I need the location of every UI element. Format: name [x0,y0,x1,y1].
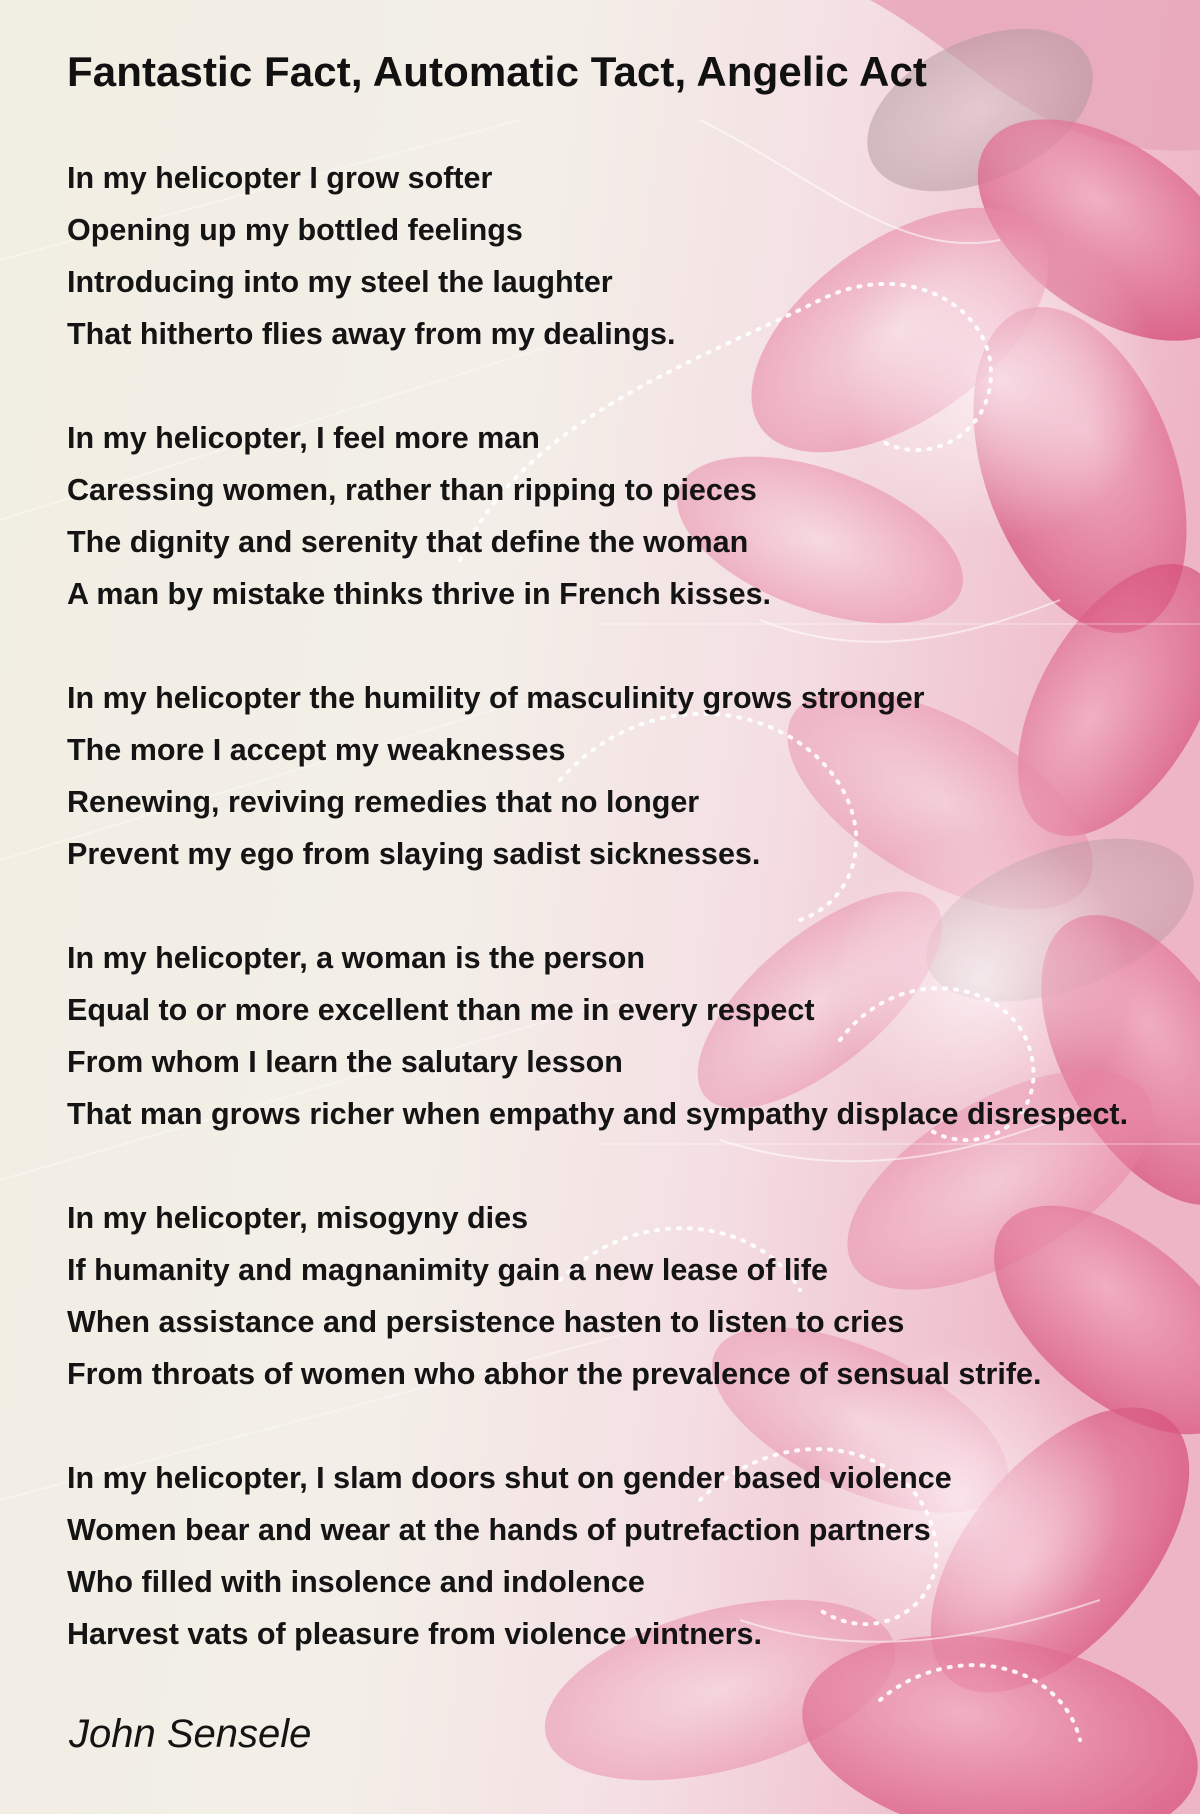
poem-line: Introducing into my steel the laughter [67,265,613,299]
poem-line: From whom I learn the salutary lesson [67,1045,623,1079]
stanza-5 [67,1192,1192,1400]
poem-line: Renewing, reviving remedies that no longer [67,785,700,819]
poem-line: In my helicopter I grow softer [67,161,493,195]
stanza-3 [67,672,1192,880]
stanza-1 [67,152,1192,360]
poem-line: Women bear and wear at the hands of putrefaction partners [67,1513,931,1547]
poem-body [67,152,1192,1712]
poem-line: Equal to or more excellent than me in every respect [67,993,815,1027]
poem-line: Opening up my bottled feelings [67,213,523,247]
poem-title: Fantastic Fact, Automatic Tact, Angelic Act [67,48,928,95]
poem-line: The more I accept my weaknesses [67,733,566,767]
poem-line: In my helicopter, I feel more man [67,421,540,455]
poem-line: Who filled with insolence and indolence [67,1565,645,1599]
poem-line: If humanity and magnanimity gain a new lease of life [67,1253,828,1287]
poem-line: In my helicopter, misogyny dies [67,1201,529,1235]
stanza-2 [67,412,1192,620]
poem-line: Caressing women, rather than ripping to pieces [67,473,757,507]
stanza-6 [67,1452,1192,1660]
author-name: John Sensele [69,1712,312,1756]
poem-line: In my helicopter, a woman is the person [67,941,645,975]
poem-line: In my helicopter the humility of masculinity grows stronger [67,681,925,715]
poem-line: Prevent my ego from slaying sadist sicknesses. [67,837,761,871]
poem-line: A man by mistake thinks thrive in French kisses. [67,577,772,611]
poem-line: The dignity and serenity that define the woman [67,525,749,559]
stanza-4 [67,932,1192,1140]
poem-line: Harvest vats of pleasure from violence vintners. [67,1617,762,1651]
poem-line: When assistance and persistence hasten to listen to cries [67,1305,905,1339]
poem-line: From throats of women who abhor the prevalence of sensual strife. [67,1357,1042,1391]
poem-line: That hitherto flies away from my dealings. [67,317,676,351]
poem-line: In my helicopter, I slam doors shut on gender based violence [67,1461,952,1495]
poem-line: That man grows richer when empathy and sympathy displace disrespect. [67,1097,1129,1131]
